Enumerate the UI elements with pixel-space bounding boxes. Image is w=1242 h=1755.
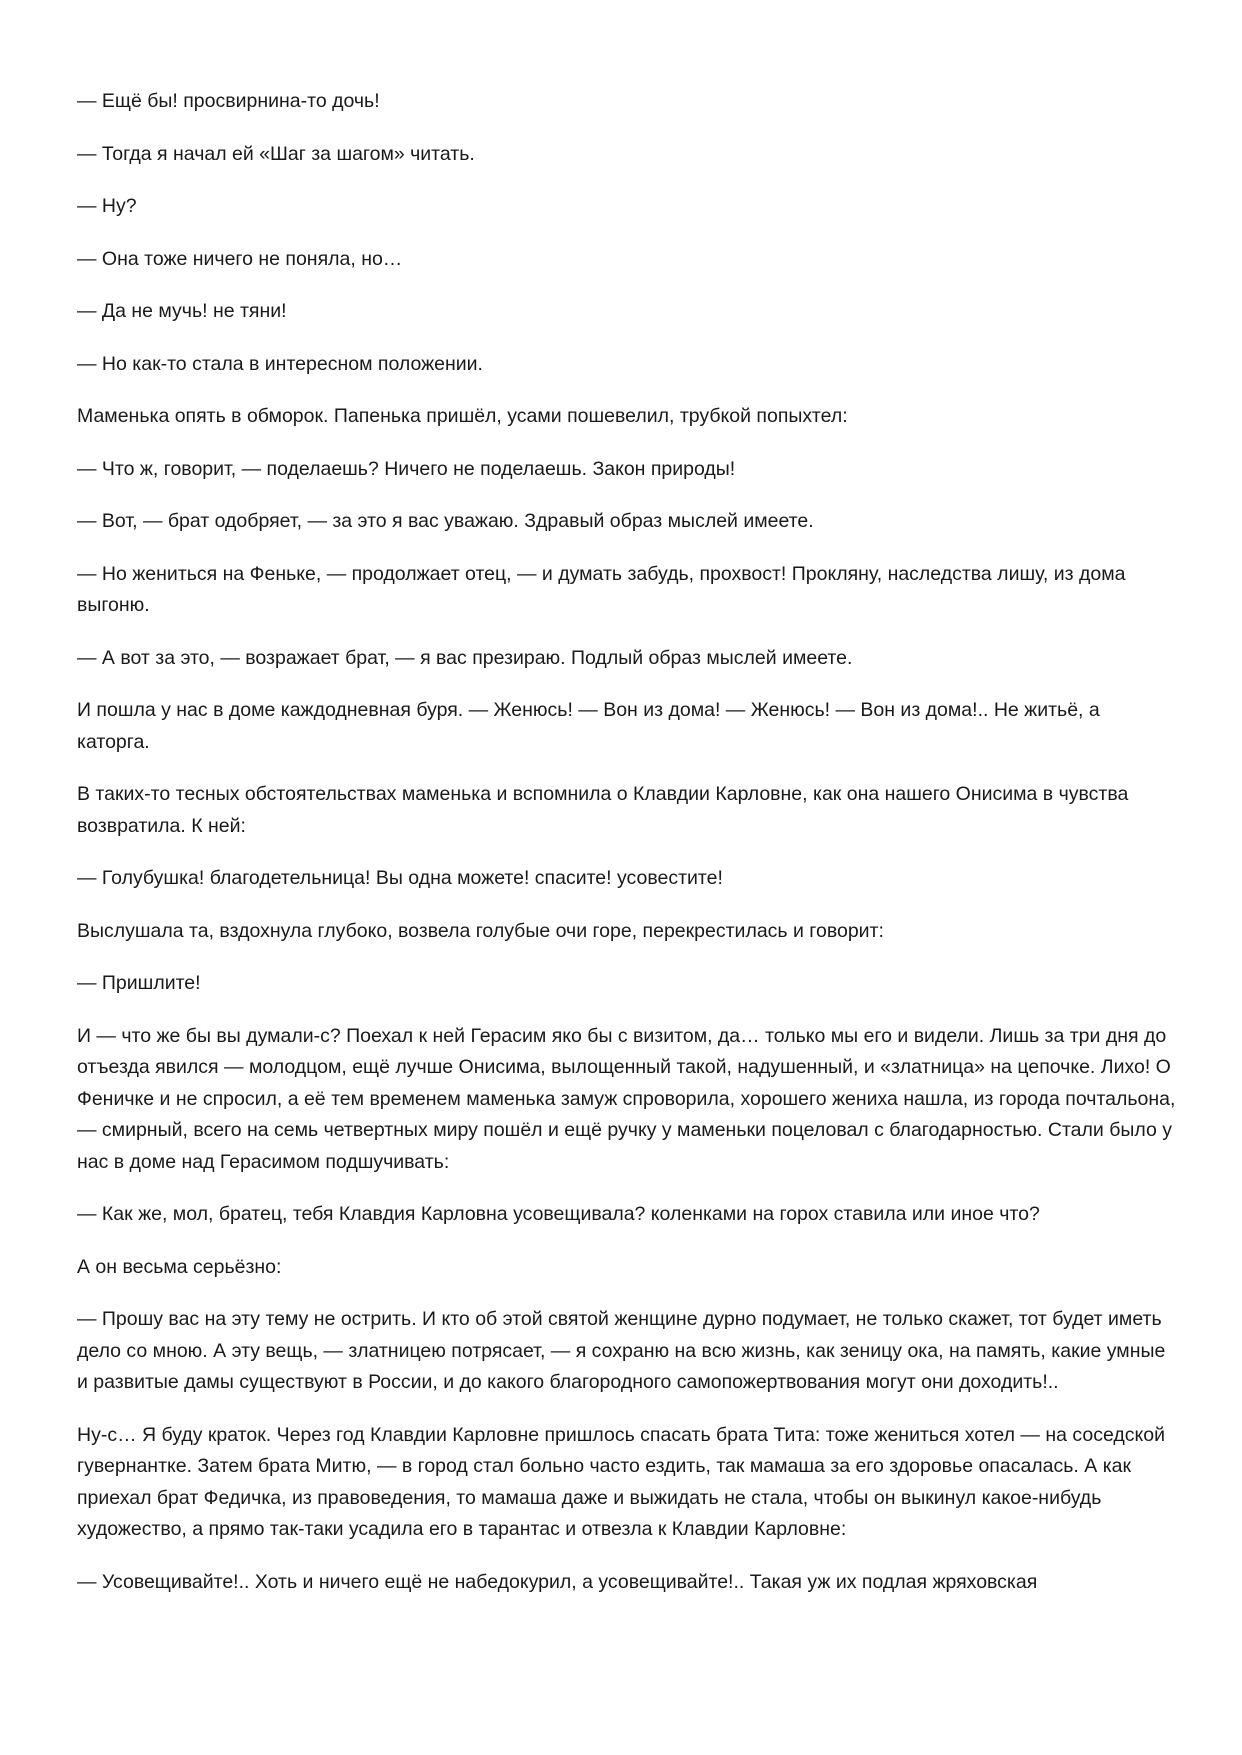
paragraph: Выслушала та, вздохнула глубоко, возвела голубые очи горе, перекрестилась и говорит: [77, 919, 884, 942]
paragraph: Маменька опять в обморок. Папенька пришёл, усами пошевелил, трубкой попыхтел: [77, 405, 848, 427]
paragraph: — Но как-то стала в интересном положении. [77, 352, 483, 375]
paragraph: Ну-с… Я буду краток. Через год Клавдии Карловне пришлось спасать брата Тита: тоже жениться хотел — на соседской гувернантке. Затем брата Митю, — в город стал больно часто ездить, так мамаша за его здоровье опасалась. А как приехал брат Федичка, из правоведения, то мамаша даже и выжидать не стала, чтобы он выкинул какое-нибудь художество, а прямо так-таки усадила его в тарантас и отвезла к Клавдии Карловне: [77, 1423, 1165, 1540]
paragraph: — Ещё бы! просвирнина-то дочь! [77, 90, 380, 112]
paragraph: В таких-то тесных обстоятельствах маменька и вспомнила о Клавдии Карловне, как она нашего Онисима в чувства возвратила. К ней: [77, 783, 1129, 837]
paragraph: — Прошу вас на эту тему не острить. И кто об этой святой женщине дурно подумает, не только скажет, тот будет иметь дело со мною. А эту вещь, — златницею потрясает, — я сохраню на всю жизнь, как зеницу ока, на память, какие умные и развитые дамы существуют в России, и до какого благородного самопожертвования могут они доходить!.. [77, 1308, 1166, 1393]
document-page [77, 86, 1177, 1619]
paragraph: — Ну? [77, 195, 137, 217]
paragraph: — Пришлите! [77, 972, 201, 994]
paragraph: — Но жениться на Феньке, — продолжает отец, — и думать забудь, прохвост! Прокляну, наследства лишу, из дома выгоню. [77, 562, 1126, 616]
paragraph: И пошла у нас в доме каждодневная буря. — Женюсь! — Вон из дома! — Женюсь! — Вон из дома!.. Не житьё, а каторга. [77, 699, 1100, 753]
paragraph: — Да не мучь! не тяни! [77, 300, 287, 322]
paragraph: И — что же бы вы думали-с? Поехал к ней Герасим яко бы с визитом, да… только мы его и видели. Лишь за три дня до отъезда явился — молодцом, ещё лучше Онисима, вылощенный такой, надушенный, и «златница» на цепочке. Лихо! О Феничке и не спросил, а её тем временем маменька замуж спроворила, хорошего жениха нашла, из города почтальона, — смирный, всего на семь четвертных миру пошёл и ещё ручку у маменьки поцеловал с благодарностью. Стали было у нас в доме над Герасимом подшучивать: [77, 1024, 1176, 1173]
paragraph: — Голубушка! благодетельница! Вы одна можете! спасите! усовестите! [77, 867, 723, 889]
paragraph: А он весьма серьёзно: [77, 1255, 282, 1278]
paragraph: — Усовещивайте!.. Хоть и ничего ещё не набедокурил, а усовещивайте!.. Такая уж их подлая жряховская [77, 1570, 1038, 1593]
paragraph: — Как же, мол, братец, тебя Клавдия Карловна усовещивала? коленками на горох ставила или иное что? [77, 1203, 1040, 1225]
paragraph: — Она тоже ничего не поняла, но… [77, 247, 403, 270]
paragraph: — А вот за это, — возражает брат, — я вас презираю. Подлый образ мыслей имеете. [77, 646, 853, 669]
paragraph: — Вот, — брат одобряет, — за это я вас уважаю. Здравый образ мыслей имеете. [77, 510, 814, 532]
paragraph: — Тогда я начал ей «Шаг за шагом» читать. [77, 142, 475, 165]
paragraph: — Что ж, говорит, — поделаешь? Ничего не поделаешь. Закон природы! [77, 457, 736, 480]
